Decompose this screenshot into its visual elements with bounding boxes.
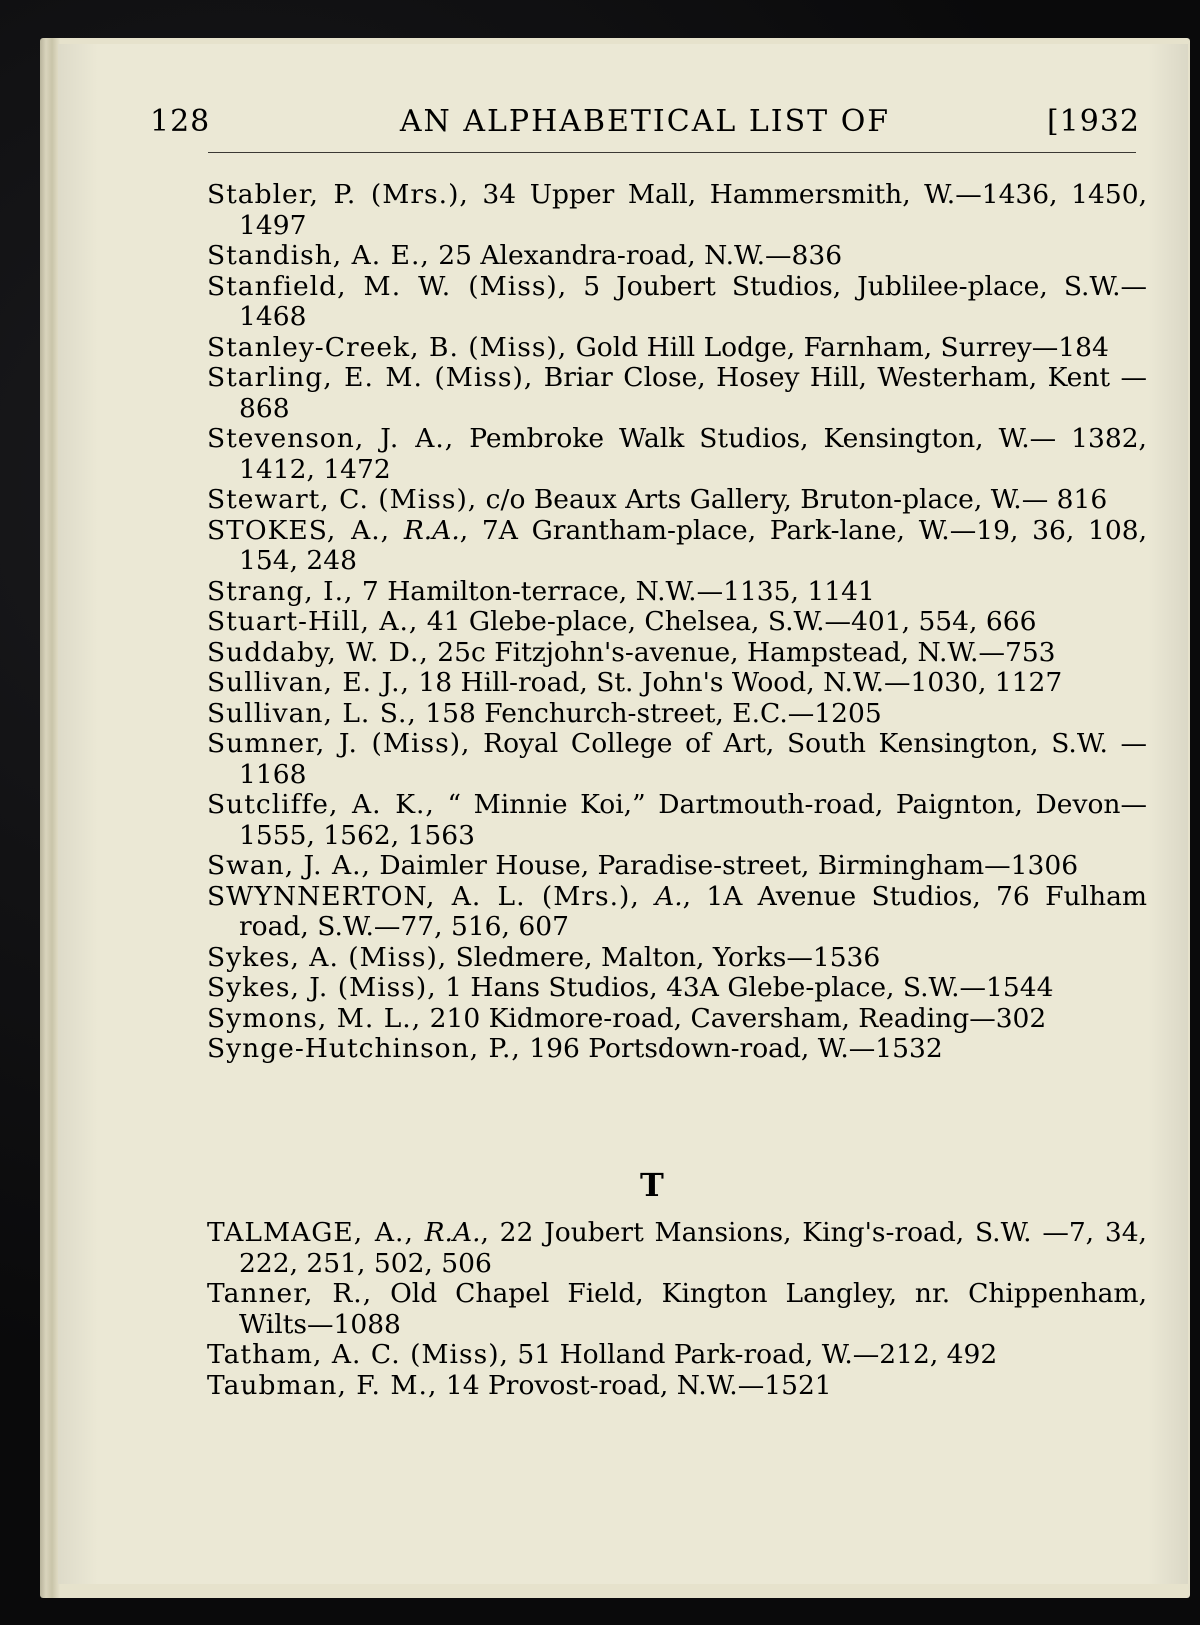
list-entry [207, 668, 1147, 699]
section-letter: T [640, 1166, 664, 1204]
entry-details: , 7A Grantham-place, Park-lane, W.—19, 36, 108, 154, 248 [239, 514, 1147, 576]
entry-name: Standish, A. E., [207, 240, 430, 271]
list-entry [207, 973, 1147, 1004]
list-entry [207, 1034, 1147, 1065]
entry-name: Sumner, J. (Miss), [207, 728, 471, 759]
list-entry [207, 1340, 1147, 1371]
list-entry [207, 729, 1147, 790]
entry-name: Suddaby, W. D., [207, 636, 429, 668]
entry-details: 158 Fenchurch-street, E.C.—1205 [425, 697, 882, 729]
entry-details: 7 Hamilton-terrace, N.W.—1135, 1141 [361, 575, 875, 607]
list-entry [207, 851, 1147, 882]
list-entry [207, 577, 1147, 608]
entry-name: Symons, M. L., [207, 1002, 422, 1034]
list-entry [207, 516, 1147, 577]
entry-details: 5 Joubert Studios, Jublilee-place, S.W.— 1468 [239, 270, 1147, 332]
list-entry [207, 485, 1147, 516]
entry-name: TALMAGE, A., [207, 1217, 414, 1248]
list-entry [207, 363, 1147, 424]
entry-honour: A. [655, 880, 683, 912]
entry-list-s [207, 180, 1147, 1065]
entry-details: , 1A Avenue Studios, 76 Fulham road, S.W.—77, 516, 607 [239, 880, 1147, 942]
list-entry [207, 1371, 1147, 1402]
entry-name: Strang, I., [207, 575, 354, 607]
list-entry [207, 180, 1147, 241]
entry-name: Tanner, R., [207, 1278, 373, 1309]
entry-details: 34 Upper Mall, Hammersmith, W.—1436, 1450, 1497 [239, 179, 1147, 241]
entry-name: Sullivan, L. S., [207, 697, 417, 729]
entry-name: Stuart-Hill, A., [207, 606, 419, 637]
list-entry [207, 1004, 1147, 1035]
entry-details: 18 Hill-road, St. John's Wood, N.W.—1030, 1127 [418, 667, 1063, 698]
list-entry [207, 1218, 1147, 1279]
entry-details: Briar Close, Hosey Hill, Westerham, Kent —868 [239, 362, 1148, 424]
list-entry [207, 790, 1147, 851]
entry-details: 25 Alexandra-road, N.W.—836 [438, 240, 843, 271]
entry-details: 25c Fitzjohn's-avenue, Hampstead, N.W.—753 [437, 636, 1056, 668]
entry-name: Tatham, A. C. (Miss), [207, 1339, 509, 1370]
entry-details: 196 Portsdown-road, W.—1532 [529, 1033, 943, 1064]
entry-name: Stabler, P. (Mrs.), [207, 179, 469, 210]
entry-name: Sykes, A. (Miss), [207, 941, 448, 973]
entry-name: Sykes, J. (Miss), [207, 972, 437, 1003]
entry-details: 41 Glebe-place, Chelsea, S.W.—401, 554, 666 [426, 606, 1037, 637]
entry-name: Synge-Hutchinson, P., [207, 1033, 521, 1064]
entry-details: c/o Beaux Arts Gallery, Bruton-place, W.— 816 [485, 484, 1108, 515]
entry-name: Taubman, F. M., [207, 1369, 438, 1401]
entry-details: Pembroke Walk Studios, Kensington, W.— 1382, 1412, 1472 [239, 423, 1147, 485]
list-entry [207, 241, 1147, 272]
entry-details: 14 Provost-road, N.W.—1521 [445, 1369, 832, 1401]
entry-list-t [207, 1218, 1147, 1401]
entry-honour: R.A. [424, 1217, 481, 1248]
entry-details: “ Minnie Koi,” Dartmouth-road, Paignton, Devon—1555, 1562, 1563 [239, 789, 1147, 851]
running-title: AN ALPHABETICAL LIST OF [399, 104, 891, 139]
entry-name: Swan, J. A., [207, 850, 371, 881]
list-entry [207, 333, 1147, 364]
entry-details: 210 Kidmore-road, Caversham, Reading—302 [429, 1002, 1047, 1034]
list-entry [207, 638, 1147, 669]
entry-details: 51 Holland Park-road, W.—212, 492 [517, 1339, 998, 1370]
entry-details: , 22 Joubert Mansions, King's-road, S.W. —7, 34, 222, 251, 502, 506 [239, 1217, 1147, 1279]
page-number: 128 [150, 104, 211, 139]
list-entry [207, 424, 1147, 485]
entry-name: Sullivan, E. J., [207, 667, 410, 698]
entry-honour: R.A. [403, 514, 460, 546]
list-entry [207, 943, 1147, 974]
list-entry [207, 882, 1147, 943]
entry-name: Stewart, C. (Miss), [207, 484, 478, 515]
entry-details: Sledmere, Malton, Yorks—1536 [455, 941, 881, 973]
list-entry [207, 699, 1147, 730]
entry-details: Gold Hill Lodge, Farnham, Surrey—184 [575, 331, 1109, 363]
entry-name: Stanley-Creek, B. (Miss), [207, 331, 568, 363]
entry-name: Starling, E. M. (Miss), [207, 362, 534, 393]
entry-details: Daimler House, Paradise-street, Birmingham—1306 [379, 850, 1079, 881]
running-header [150, 104, 1140, 144]
entry-name: Stevenson, J. A., [207, 423, 455, 454]
entry-name: Sutcliffe, A. K., [207, 789, 435, 820]
header-rule [208, 152, 1136, 153]
running-year: [1932 [1046, 104, 1140, 139]
entry-name: STOKES, A., [207, 514, 391, 546]
entry-details: Old Chapel Field, Kington Langley, nr. Chippenham, Wilts—1088 [239, 1278, 1147, 1340]
list-entry [207, 272, 1147, 333]
entry-details: Royal College of Art, South Kensington, S.W. —1168 [239, 728, 1148, 790]
entry-name: Stanfield, M. W. (Miss), [207, 270, 568, 302]
entry-details: 1 Hans Studios, 43A Glebe-place, S.W.—1544 [445, 972, 1054, 1003]
list-entry [207, 607, 1147, 638]
list-entry [207, 1279, 1147, 1340]
entry-name: SWYNNERTON, A. L. (Mrs.), [207, 880, 640, 912]
